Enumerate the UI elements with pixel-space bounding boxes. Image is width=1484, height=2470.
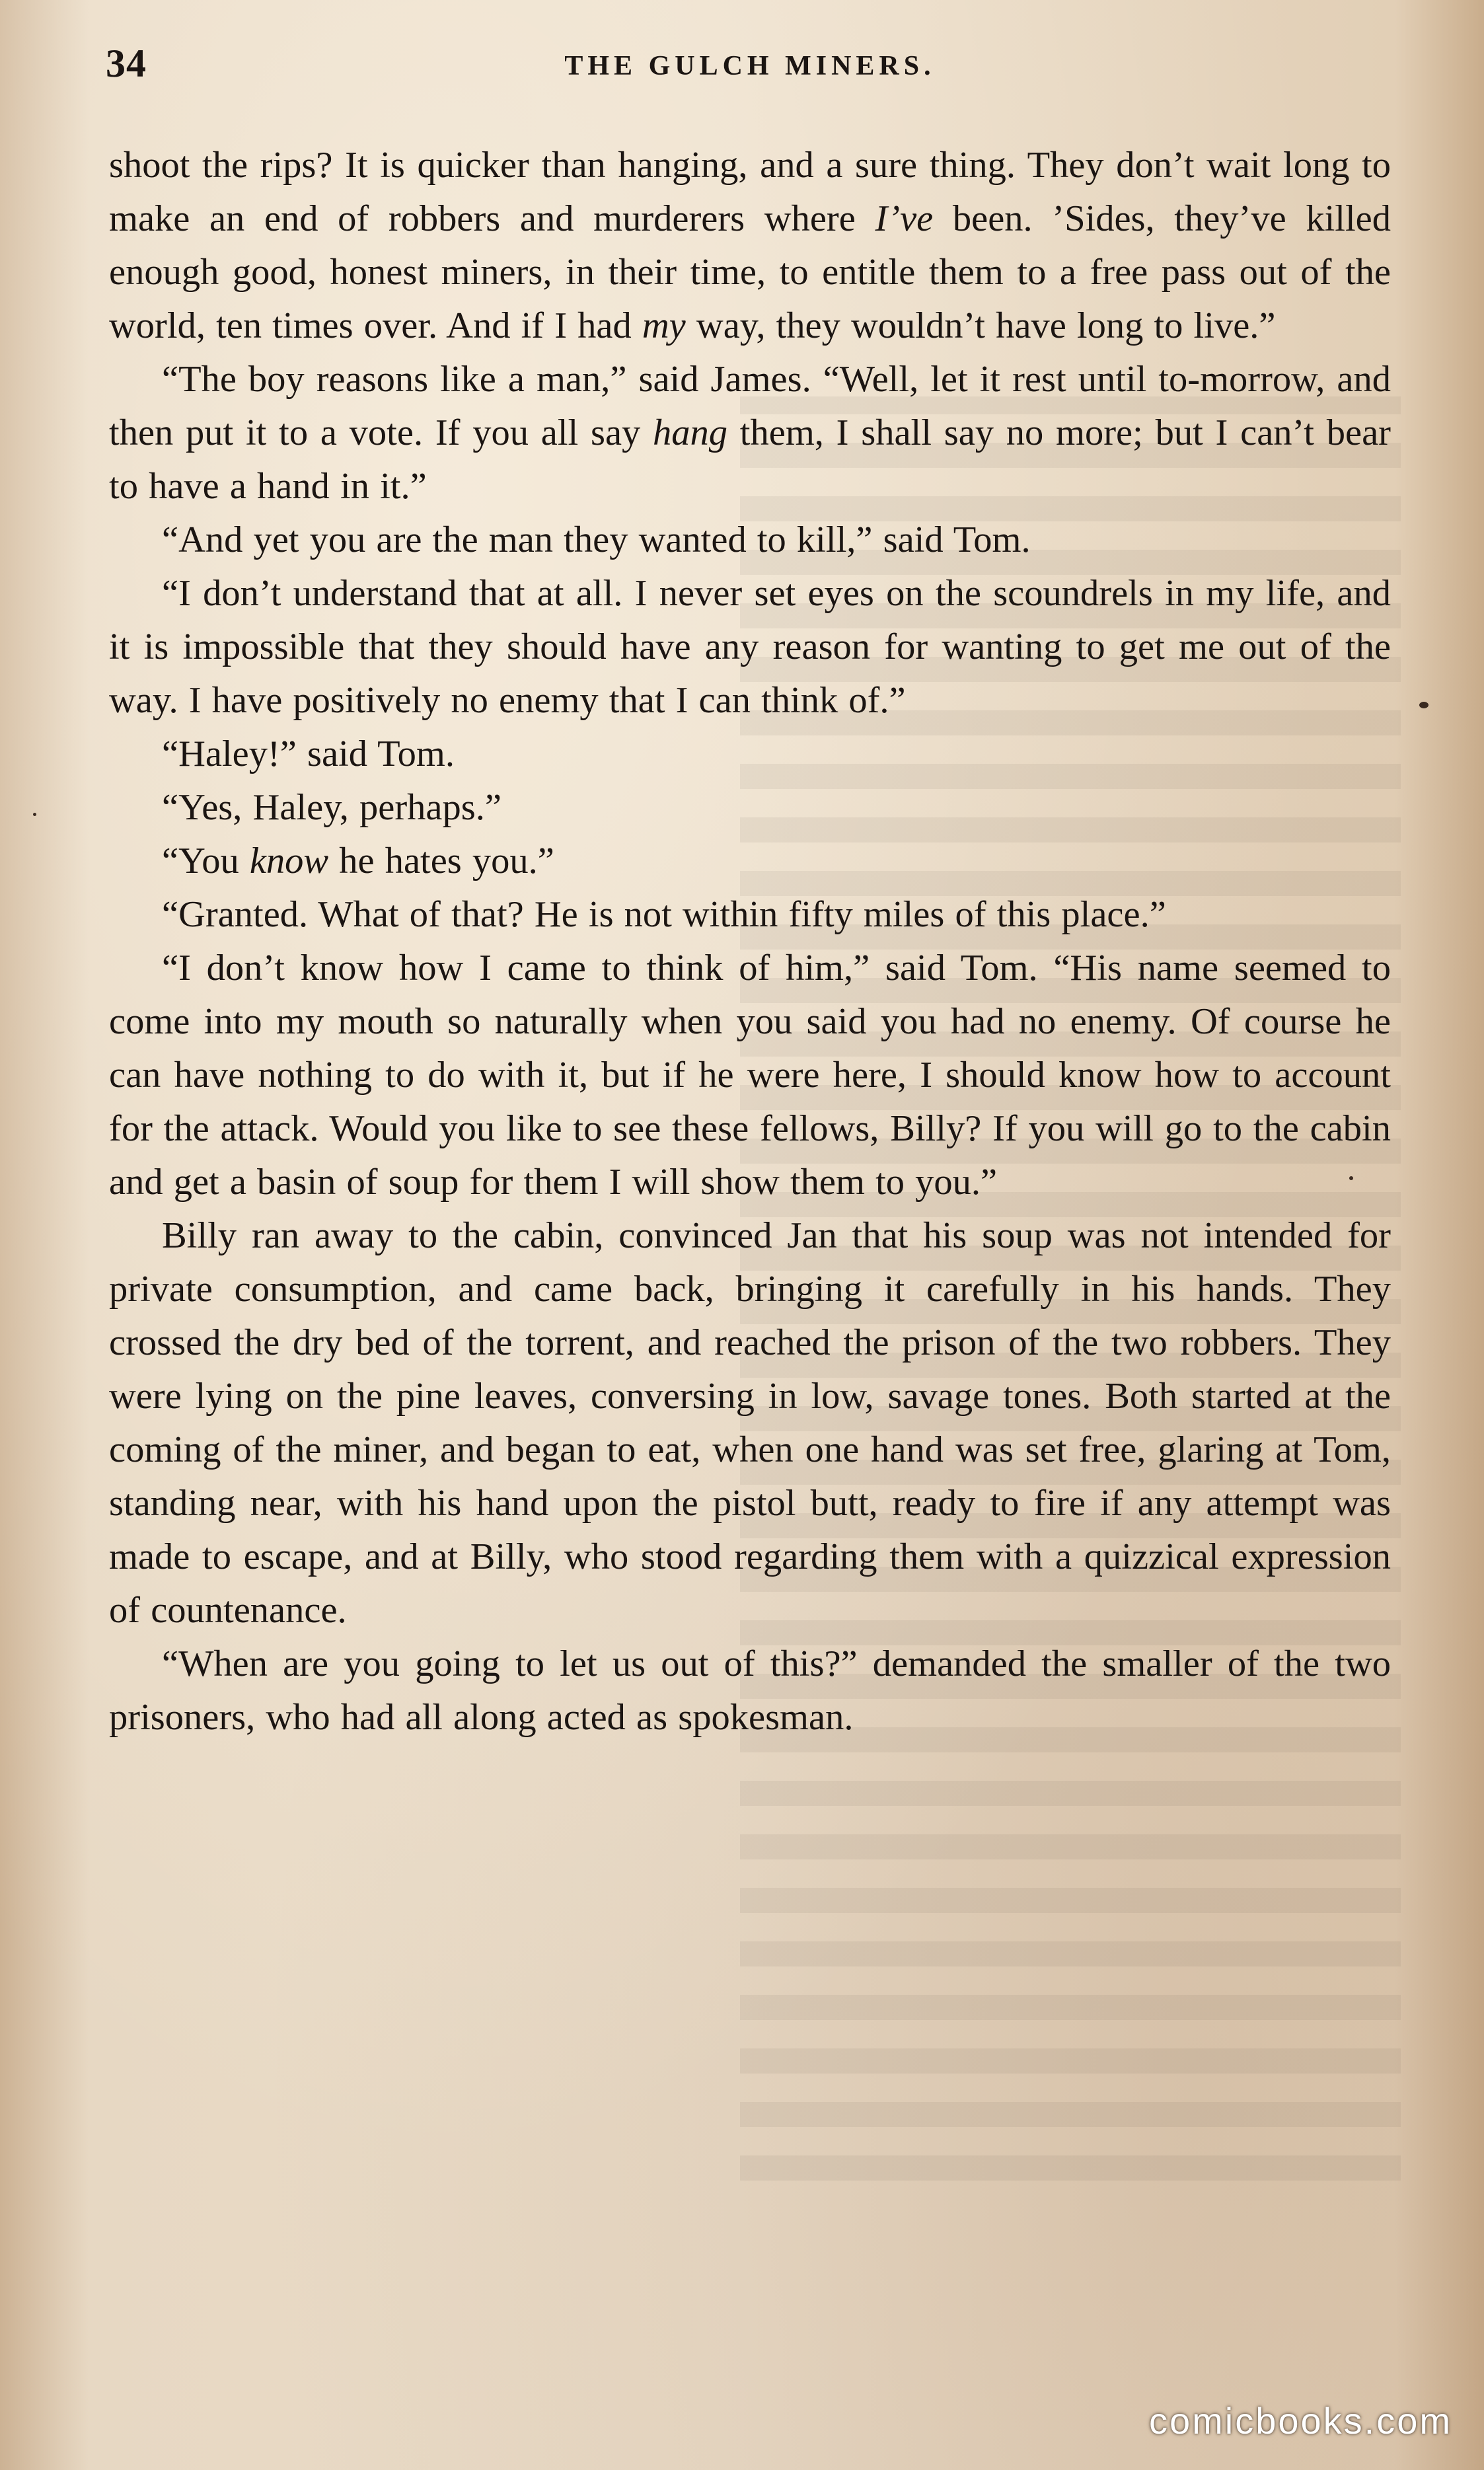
paragraph xyxy=(109,1209,1391,1637)
paragraph xyxy=(109,728,1391,781)
italic-text: know xyxy=(249,841,329,881)
text-run: “Granted. What of that? He is not within fifty miles of this place.” xyxy=(162,894,1166,935)
text-run: shoot the rips? It is quicker than hanging, and a sure thing. They don’t wait long to make an end of robbers and murderers where xyxy=(109,145,1391,239)
text-run: “When are you going to let us out of this?” demanded the smaller of the two prisoners, who had all along acted as spokesman. xyxy=(109,1643,1391,1738)
italic-text: hang xyxy=(653,412,728,453)
ink-speck xyxy=(33,813,36,816)
italic-text: I’ve xyxy=(875,198,934,239)
paragraph xyxy=(109,888,1391,942)
paragraph xyxy=(109,139,1391,353)
text-run: “I don’t understand that at all. I never set eyes on the scoundrels in my life, and it is impossible that they should have any reason for wanting to get me out of the way. I have positively no enemy that I can think of.” xyxy=(109,573,1391,721)
paragraph xyxy=(109,781,1391,835)
text-run: them, I shall say no more; but I can’t bear to have a hand in it.” xyxy=(109,412,1391,507)
text-run: “Haley!” said Tom. xyxy=(162,733,455,774)
running-title: THE GULCH MINERS. xyxy=(564,51,936,81)
ink-speck xyxy=(1419,702,1428,708)
page-number: 34 xyxy=(106,42,147,85)
ink-speck xyxy=(1349,1176,1353,1180)
text-run: “I don’t know how I came to think of him,” said Tom. “His name seemed to come into my mouth so naturally when you said you had no enemy. Of course he can have nothing to do with it, but if he were here, I should know how to account for the attack. Would you like to see these fellows, Billy? If you will go to the cabin and get a basin of soup for them I will show them to you.” xyxy=(109,948,1391,1203)
text-run: “Yes, Haley, perhaps.” xyxy=(162,787,501,828)
paragraph xyxy=(109,513,1391,567)
body-text xyxy=(109,139,1391,1744)
text-run: “And yet you are the man they wanted to kill,” said Tom. xyxy=(162,519,1031,560)
paragraph xyxy=(109,567,1391,728)
paragraph xyxy=(109,942,1391,1209)
running-head xyxy=(106,41,1394,94)
paragraph xyxy=(109,353,1391,513)
text-run: he hates you.” xyxy=(328,841,554,881)
paragraph xyxy=(109,1637,1391,1744)
text-run: been. ’Sides, they’ve killed enough good, honest miners, in their time, to entitle them to a free pass out of the world, ten times over. And if I had xyxy=(109,198,1391,346)
text-run: Billy ran away to the cabin, convinced Jan that his soup was not intended for private consumption, and came back, bringing it carefully in his hands. They crossed the dry bed of the torrent, and reached the prison of the two robbers. They were lying on the pine leaves, conversing in low, savage tones. Both started at the coming of the miner, and began to eat, when one hand was set free, glaring at Tom, standing near, with his hand upon the pistol butt, ready to fire if any attempt was made to escape, and at Billy, who stood regarding them with a quizzical expression of countenance. xyxy=(109,1215,1391,1631)
text-run: “You xyxy=(162,841,250,881)
paragraph xyxy=(109,835,1391,888)
text-run: “The boy reasons like a man,” said James. “Well, let it rest until to-morrow, and then put it to a vote. If you all say xyxy=(109,359,1391,453)
text-run: way, they wouldn’t have long to live.” xyxy=(685,305,1276,346)
watermark: comicbooks.com xyxy=(1148,2400,1452,2442)
italic-text: my xyxy=(642,305,686,346)
